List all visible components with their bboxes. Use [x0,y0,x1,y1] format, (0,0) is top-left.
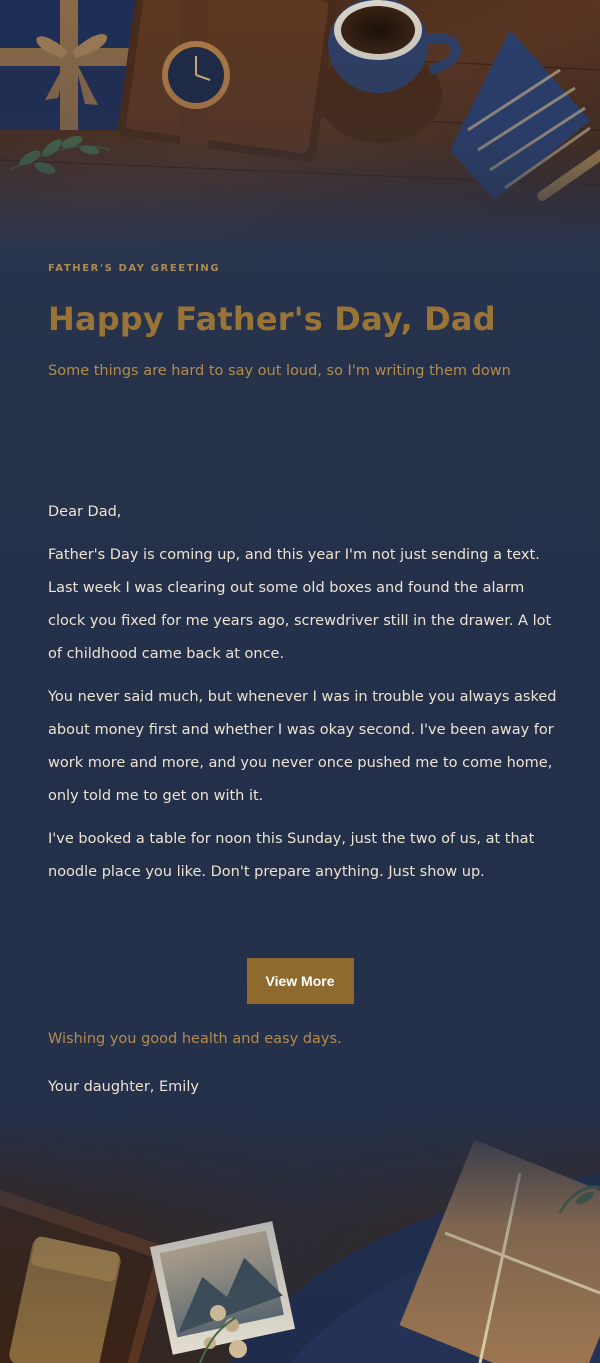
letter-paragraph: I've booked a table for noon this Sunday, just the two of us, at that noodle place you like. Don't prepare anything. Just show up. [48,831,535,880]
closing-wish: Wishing you good health and easy days. [48,1031,342,1047]
letter-greeting: Dear Dad, [48,504,122,520]
letter-body [48,500,558,899]
signature: Your daughter, Emily [48,1079,199,1095]
bottom-banner-image [0,1113,600,1363]
page-title: Happy Father's Day, Dad [48,300,496,338]
subtitle: Some things are hard to say out loud, so I'm writing them down [48,363,511,379]
letter-paragraph: You never said much, but whenever I was in trouble you always asked about money first and whether I was okay second. I've been away for work more and more, and you never once pushed me to come home, only told me to get on with it. [48,689,557,804]
top-banner-image [0,0,600,250]
eyebrow-label: FATHER'S DAY GREETING [48,263,221,274]
cta-container [48,958,552,1004]
view-more-button[interactable]: View More [247,958,354,1004]
letter-paragraph: Father's Day is coming up, and this year I'm not just sending a text. Last week I was clearing out some old boxes and found the alarm clock you fixed for me years ago, screwdriver still in the drawer. A lot of childhood came back at once. [48,547,552,662]
